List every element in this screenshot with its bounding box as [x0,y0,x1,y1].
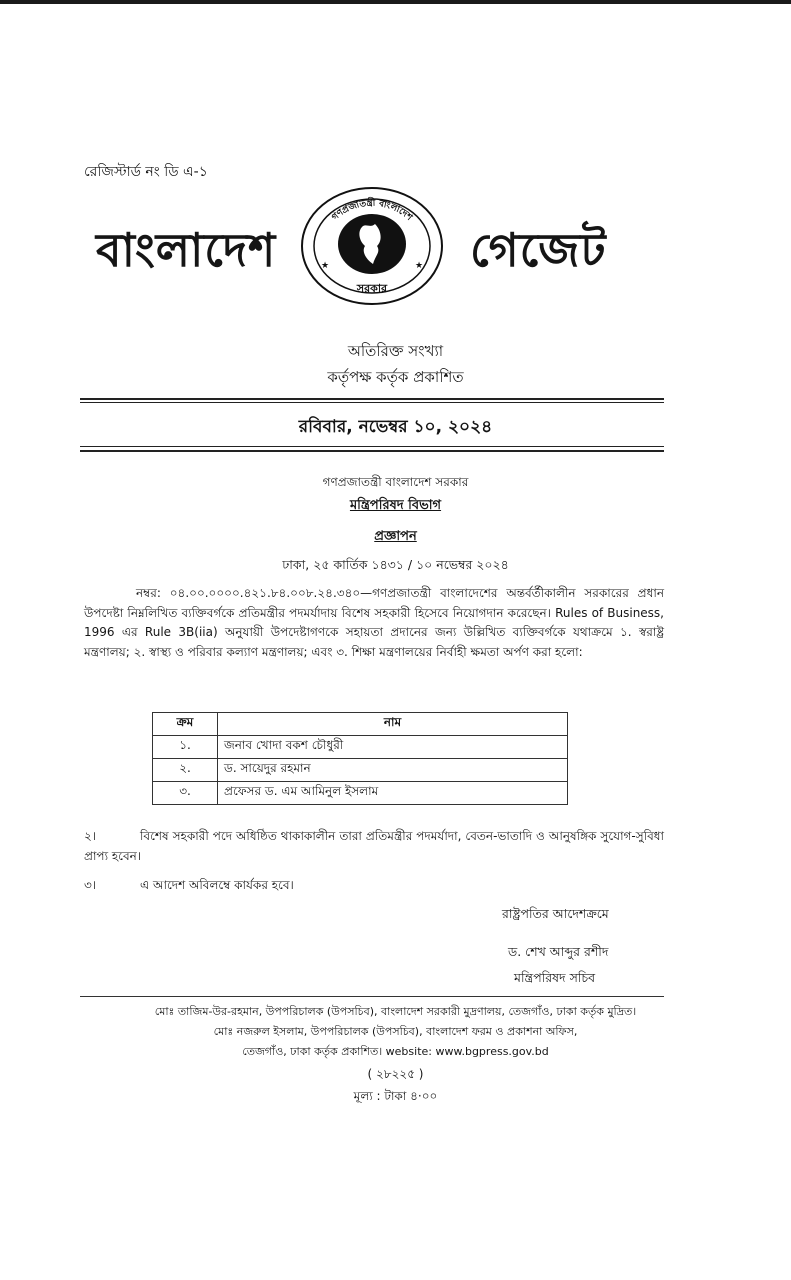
footer-website-line: তেজগাঁও, ঢাকা কর্তৃক প্রকাশিত। website: www.bgpress.gov.bd [242,1045,549,1058]
table-row [153,782,568,805]
table-cell-serial: ৩. [153,782,218,805]
paragraph-3-text: এ আদেশ অবিলম্বে কার্যকর হবে। [140,878,294,892]
header-rule-top-thin [80,402,664,403]
notice-body-paragraph: নম্বর: ০৪.০০.০০০০.৪২১.৮৪.০০৮.২৪.৩৪০—গণপ্রজাতন্ত্রী বাংলাদেশের অন্তর্বর্তীকালীন সরকারের প্রধান উপদেষ্টা নিম্নলিখিত ব্যক্তিবর্গকে প্রতিমন্ত্রীর পদমর্যাদায় বিশেষ সহকারী হিসেবে নিয়োগদান করেছেন। Rules of Business, 1996 এর Rule 3B(iia) অনুযায়ী উপদেষ্টাগণকে সহায়তা প্রদানের জন্য উল্লিখিত ব্যক্তিবর্গকে যথাক্রমে ১. স্বরাষ্ট্র মন্ত্রণালয়; ২. স্বাস্থ্য ও পরিবার কল্যাণ মন্ত্রণালয়; এবং ৩. শিক্ষা মন্ত্রণালয়ের নির্বাহী ক্ষমতা অর্পণ করা হলো: [84,586,664,659]
signatory-title: মন্ত্রিপরিষদ সচিব [514,970,596,985]
paragraph-3-number: ৩। [84,878,97,892]
footer-publisher-line: মোঃ নজরুল ইসলাম, উপপরিচালক (উপসচিব), বাংলাদেশ ফরম ও প্রকাশনা অফিস, [213,1025,578,1038]
place-and-date: ঢাকা, ২৫ কার্তিক ১৪৩১ / ১০ নভেম্বর ২০২৪ [282,557,509,572]
government-seal [299,186,445,306]
table-cell-serial: ১. [153,736,218,759]
table-cell-serial: ২. [153,759,218,782]
table-cell-name: ড. সায়েদুর রহমান [218,759,568,782]
paragraph-2-text: বিশেষ সহকারী পদে অধিষ্ঠিত থাকাকালীন তারা প্রতিমন্ত্রীর পদমর্যাদা, বেতন-ভাতাদি ও আনুষঙ্গিক সুযোগ-সুবিধা প্রাপ্য হবেন। [84,829,664,863]
header-rule-bottom-thin [80,446,664,447]
seal-star-left-icon: ★ [321,261,330,271]
table-header-row [153,713,568,736]
header-rule-bottom [80,450,664,452]
gazette-title-left: বাংলাদেশ [96,223,277,277]
appointees-table [152,712,568,805]
paragraph-3 [84,877,294,897]
table-header-serial: ক্রম [153,713,218,736]
footer-code: ( ২৮২২৫ ) [367,1067,424,1081]
paragraph-2 [84,826,664,866]
division-name: মন্ত্রিপরিষদ বিভাগ [349,498,442,513]
published-by-authority: কর্তৃপক্ষ কর্তৃক প্রকাশিত [327,368,464,386]
signatory-name: ড. শেখ আব্দুর রশীদ [508,944,609,959]
seal-bottom-text: সরকার [356,282,388,295]
notice-heading: প্রজ্ঞাপন [374,529,417,544]
footer-printer-line: মোঃ তাজিম-উর-রহমান, উপপরিচালক (উপসচিব), বাংলাদেশ সরকারী মুদ্রণালয়, তেজগাঁও, ঢাকা কর্তৃক মুদ্রিত। [154,1005,637,1018]
seal-top-text: গণপ্রজাতন্ত্রী বাংলাদেশ [330,198,414,223]
seal-star-right-icon: ★ [415,261,424,271]
header-rule-top [80,398,664,400]
extra-issue-label: অতিরিক্ত সংখ্যা [347,342,444,360]
by-order-line: রাষ্ট্রপতির আদেশক্রমে [502,906,609,921]
government-name: গণপ্রজাতন্ত্রী বাংলাদেশ সরকার [322,475,469,489]
footer-rule [80,996,664,997]
gazette-title-right: গেজেট [470,223,607,277]
table-cell-name: প্রফেসর ড. এম আমিনুল ইসলাম [218,782,568,805]
paragraph-2-number: ২। [84,829,97,843]
table-cell-name: জনাব খোদা বকশ চৌধুরী [218,736,568,759]
table-row [153,759,568,782]
table-row [153,736,568,759]
issue-date: রবিবার, নভেম্বর ১০, ২০২৪ [298,417,493,437]
table-header-name: নাম [218,713,568,736]
registration-number: রেজিস্টার্ড নং ডি এ-১ [84,164,208,180]
footer-price: মূল্য : টাকা ৪·০০ [353,1089,438,1103]
top-edge-bar [0,0,791,4]
